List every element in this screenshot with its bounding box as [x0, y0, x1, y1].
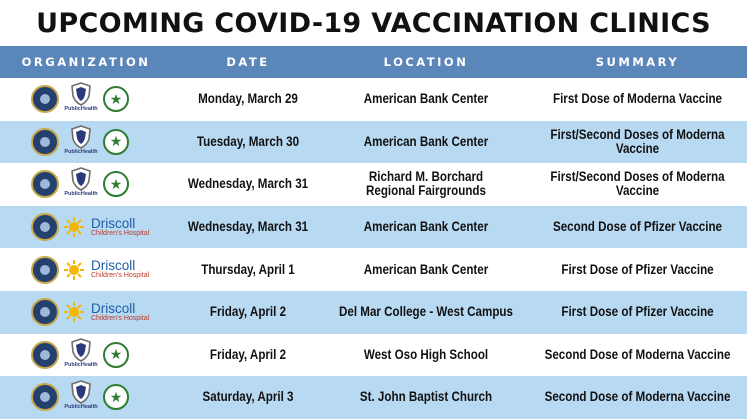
shield-icon	[70, 380, 92, 404]
summary-cell: First Dose of Moderna Vaccine	[552, 91, 723, 107]
location-cell: Richard M. Borchard Regional Fairgrounds	[366, 169, 486, 199]
organization-logos	[0, 78, 172, 121]
driscoll-subtitle: Children's Hospital	[91, 229, 150, 237]
location-cell: Del Mar College - West Campus	[339, 304, 513, 320]
county-star-seal-icon: ★	[103, 129, 129, 155]
public-health-text: PublicHealth	[64, 106, 98, 113]
organization-cell	[0, 376, 172, 419]
date-cell: Wednesday, March 31	[187, 176, 309, 192]
summary-cell: First Dose of Pfizer Vaccine	[561, 304, 714, 320]
organization-cell	[0, 121, 172, 164]
header-date: DATE	[226, 55, 270, 69]
organization-logos	[0, 163, 172, 206]
date-cell: Saturday, April 3	[202, 389, 294, 405]
organization-cell	[0, 248, 172, 291]
driscoll-name: Driscoll	[91, 258, 136, 274]
public-health-logo	[63, 82, 99, 116]
public-health-text: PublicHealth	[64, 361, 98, 368]
date-cell: Wednesday, March 31	[187, 219, 309, 235]
county-star-seal-icon: ★	[103, 384, 129, 410]
shield-icon	[70, 125, 92, 149]
organization-logos	[0, 248, 172, 291]
city-seal-icon	[31, 213, 59, 241]
driscoll-logo	[91, 259, 149, 280]
public-health-logo	[63, 125, 99, 159]
public-health-text: PublicHealth	[64, 404, 98, 411]
table-header	[0, 46, 747, 78]
county-star-seal-icon: ★	[103, 86, 129, 112]
county-star-seal-icon: ★	[103, 171, 129, 197]
public-health-text: PublicHealth	[64, 191, 98, 198]
organization-logos	[0, 206, 172, 249]
location-cell: American Bank Center	[363, 91, 489, 107]
organization-logos	[0, 334, 172, 377]
location-cell: American Bank Center	[363, 219, 489, 235]
shield-icon	[70, 82, 92, 106]
summary-cell: First/Second Doses of Moderna Vaccine	[550, 169, 725, 199]
driscoll-subtitle: Children's Hospital	[91, 314, 150, 322]
table-row	[0, 163, 747, 206]
city-seal-icon	[31, 383, 59, 411]
city-seal-icon	[31, 298, 59, 326]
table-row	[0, 121, 747, 164]
driscoll-logo	[91, 217, 149, 238]
date-cell: Thursday, April 1	[201, 261, 295, 277]
clinic-table	[0, 78, 747, 419]
date-cell: Tuesday, March 30	[196, 133, 300, 149]
summary-cell: Second Dose of Moderna Vaccine	[544, 346, 731, 362]
table-row	[0, 248, 747, 291]
location-cell: St. John Baptist Church	[359, 389, 493, 405]
location-cell: American Bank Center	[363, 133, 489, 149]
organization-logos	[0, 291, 172, 334]
organization-cell	[0, 78, 172, 121]
summary-cell: Second Dose of Pfizer Vaccine	[552, 219, 723, 235]
city-seal-icon	[31, 170, 59, 198]
county-star-seal-icon: ★	[103, 342, 129, 368]
organization-cell	[0, 206, 172, 249]
header-summary: SUMMARY	[595, 55, 680, 69]
driscoll-name: Driscoll	[91, 300, 136, 316]
city-seal-icon	[31, 256, 59, 284]
city-seal-icon	[31, 128, 59, 156]
public-health-logo	[63, 167, 99, 201]
public-health-logo	[63, 380, 99, 414]
summary-cell: Second Dose of Moderna Vaccine	[544, 389, 731, 405]
date-cell: Friday, April 2	[209, 304, 287, 320]
driscoll-subtitle: Children's Hospital	[91, 272, 150, 280]
location-cell: American Bank Center	[363, 261, 489, 277]
public-health-logo	[63, 338, 99, 372]
shield-icon	[70, 338, 92, 362]
table-row	[0, 78, 747, 121]
table-row	[0, 376, 747, 419]
table-row	[0, 334, 747, 377]
organization-logos	[0, 376, 172, 419]
organization-logos	[0, 121, 172, 164]
date-cell: Friday, April 2	[209, 346, 287, 362]
city-seal-icon	[31, 85, 59, 113]
sun-icon	[63, 301, 85, 323]
summary-cell: First Dose of Pfizer Vaccine	[561, 261, 714, 277]
organization-cell	[0, 291, 172, 334]
table-row	[0, 291, 747, 334]
city-seal-icon	[31, 341, 59, 369]
driscoll-name: Driscoll	[91, 215, 136, 231]
public-health-text: PublicHealth	[64, 148, 98, 155]
header-organization: ORGANIZATION	[21, 55, 151, 69]
shield-icon	[70, 167, 92, 191]
driscoll-logo	[91, 302, 149, 323]
location-cell: West Oso High School	[363, 346, 489, 362]
header-location: LOCATION	[383, 55, 469, 69]
sun-icon	[63, 216, 85, 238]
summary-cell: First/Second Doses of Moderna Vaccine	[550, 126, 725, 156]
organization-cell	[0, 334, 172, 377]
page-title: UPCOMING COVID-19 VACCINATION CLINICS	[36, 7, 711, 39]
table-row	[0, 206, 747, 249]
date-cell: Monday, March 29	[198, 91, 298, 107]
organization-cell	[0, 163, 172, 206]
sun-icon	[63, 259, 85, 281]
